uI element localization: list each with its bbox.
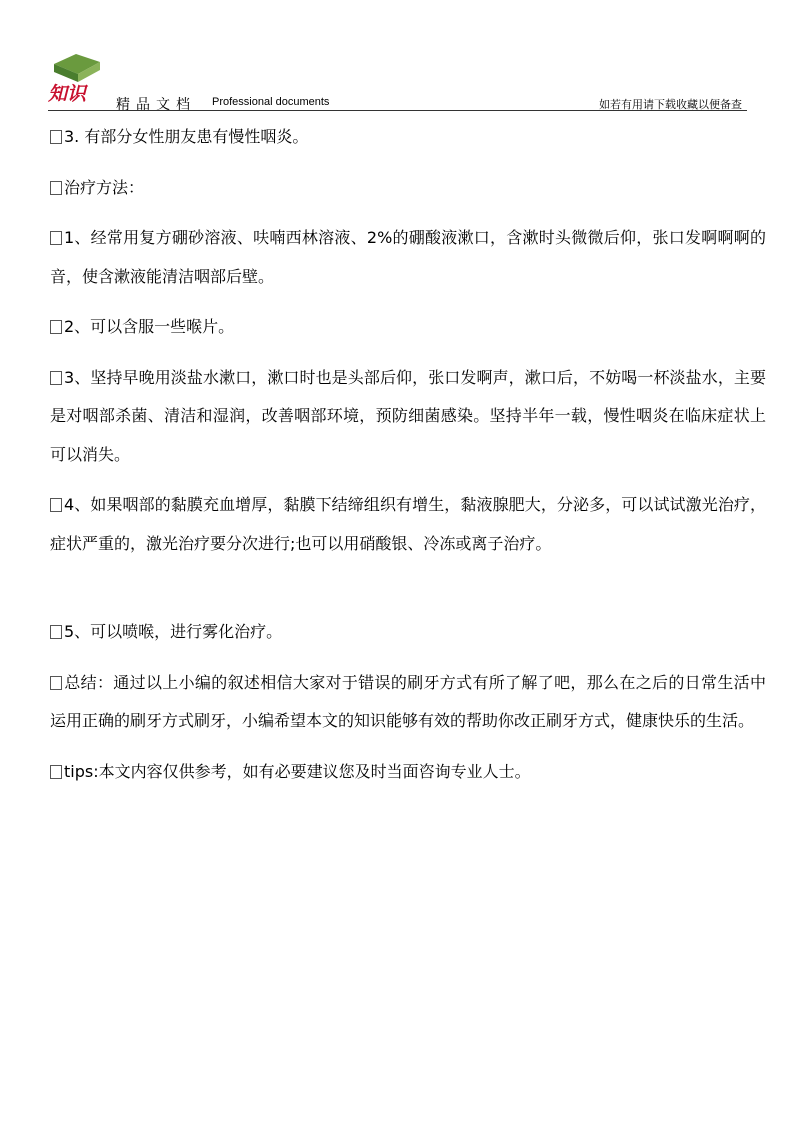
checkbox-glyph-icon xyxy=(50,676,62,690)
paragraph: 3. 有部分女性朋友患有慢性咽炎。 xyxy=(50,118,766,157)
logo-text: 知识 xyxy=(48,83,87,105)
paragraph: 总结：通过以上小编的叙述相信大家对于错误的刷牙方式有所了解了吧，那么在之后的日常生活中运用正确的刷牙方式刷牙，小编希望本文的知识能够有效的帮助你改正刷牙方式，健康快乐的生活。 xyxy=(50,672,766,730)
paragraph: 1、经常用复方硼砂溶液、呋喃西林溶液、2%的硼酸液漱口，含漱时头微微后仰，张口发啊啊啊的音，使含漱液能清洁咽部后壁。 xyxy=(50,228,766,286)
paragraph: 治疗方法： xyxy=(50,169,766,208)
header-title: 精品文档 xyxy=(116,97,196,113)
paragraph: 5、可以喷喉，进行雾化治疗。 xyxy=(50,613,766,652)
paragraph: 4、如果咽部的黏膜充血增厚，黏膜下结缔组织有增生，黏液腺肥大，分泌多，可以试试激光治疗，症状严重的，激光治疗要分次进行;也可以用硝酸银、冷冻或离子治疗。 xyxy=(50,495,766,553)
paragraph: tips:本文内容仅供参考，如有必要建议您及时当面咨询专业人士。 xyxy=(50,753,766,792)
header-subtitle: Professional documents xyxy=(212,96,330,108)
checkbox-glyph-icon xyxy=(50,130,62,144)
checkbox-glyph-icon xyxy=(50,320,62,334)
paragraph: 3、坚持早晚用淡盐水漱口，漱口时也是头部后仰，张口发啊声，漱口后，不妨喝一杯淡盐水，主要是对咽部杀菌、清洁和湿润，改善咽部环境，预防细菌感染。坚持半年一载，慢性咽炎在临床症状上可以消失。 xyxy=(50,367,766,464)
document-body xyxy=(50,118,766,803)
header-note: 如若有用请下载收藏以便备查 xyxy=(599,99,742,111)
page-header xyxy=(0,0,794,112)
header-divider xyxy=(48,110,747,111)
checkbox-glyph-icon xyxy=(50,498,62,512)
checkbox-glyph-icon xyxy=(50,371,62,385)
checkbox-glyph-icon xyxy=(50,181,62,195)
paragraph: 2、可以含服一些喉片。 xyxy=(50,308,766,347)
book-logo-icon xyxy=(46,50,104,106)
checkbox-glyph-icon xyxy=(50,765,62,779)
checkbox-glyph-icon xyxy=(50,625,62,639)
checkbox-glyph-icon xyxy=(50,231,62,245)
